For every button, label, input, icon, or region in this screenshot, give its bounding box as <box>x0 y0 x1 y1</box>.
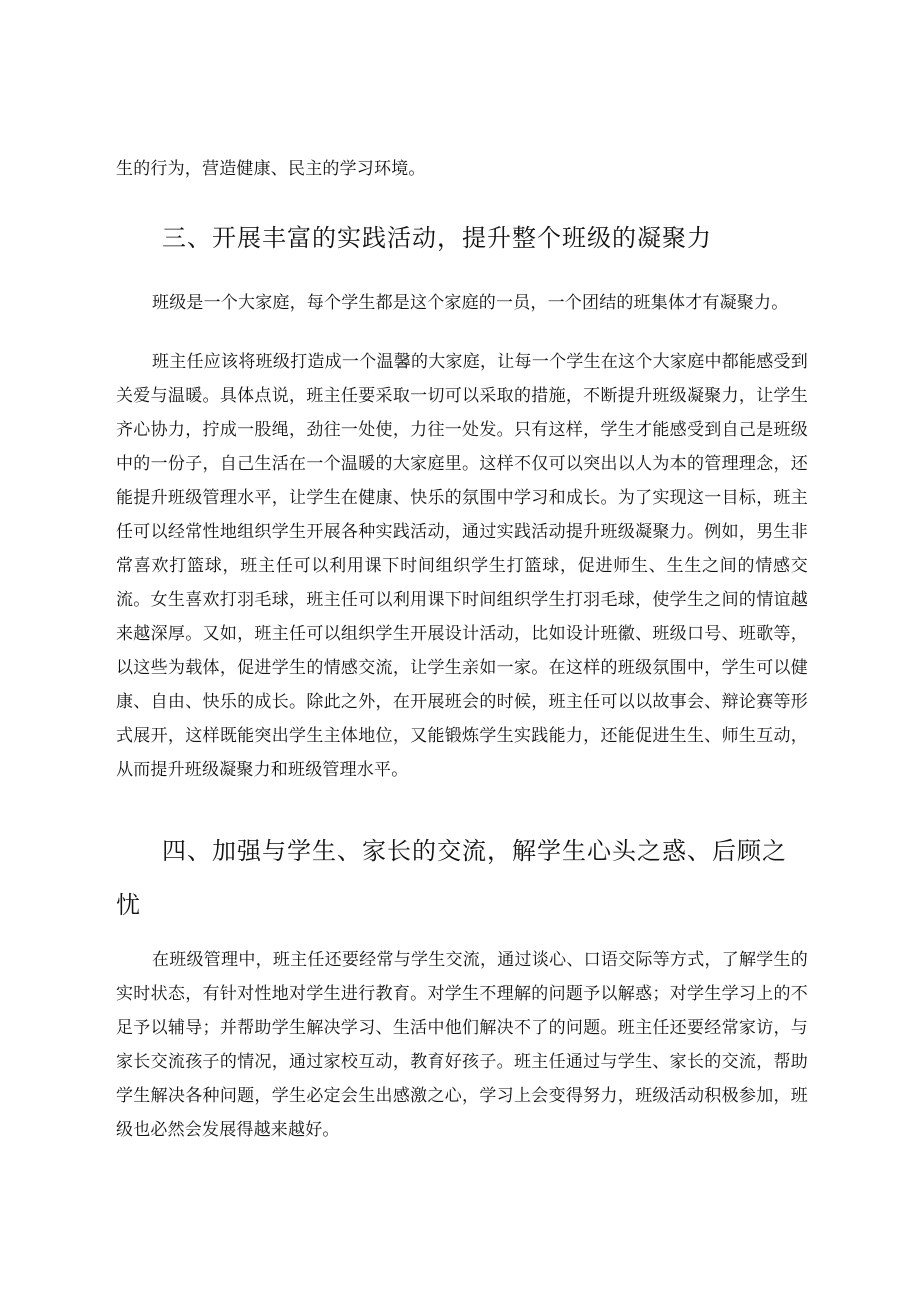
section-3-paragraph-1: 班级是一个大家庭，每个学生都是这个家庭的一员，一个团结的班集体才有凝聚力。 <box>152 293 789 313</box>
continued-paragraph: 生的行为，营造健康、民主的学习环境。 <box>116 159 426 179</box>
section-4-heading: 四、加强与学生、家长的交流，解学生心头之惑、后顾之忧 <box>116 837 787 919</box>
section-4-paragraph-1: 在班级管理中，班主任还要经常与学生交流，通过谈心、口语交际等方式，了解学生的实时状态，有针对性地对学生进行教育。对学生不理解的问题予以解惑；对学生学习上的不足予以辅导；并帮助学生解决学习、生活中他们解决不了的问题。班主任还要经常家访，与家长交流孩子的情况，通过家校互动，教育好孩子。班主任通过与学生、家长的交流，帮助学生解决各种问题，学生必定会生出感激之心，学习上会变得努力，班级活动积极参加，班级也必然会发展得越来越好。 <box>116 950 808 1140</box>
section-3-heading: 三、开展丰富的实践活动，提升整个班级的凝聚力 <box>162 224 712 252</box>
section-3-paragraph-2: 班主任应该将班级打造成一个温馨的大家庭，让每一个学生在这个大家庭中都能感受到关爱与温暖。具体点说，班主任要采取一切可以采取的措施，不断提升班级凝聚力，让学生齐心协力，拧成一股绳，劲往一处使，力往一处发。只有这样，学生才能感受到自己是班级中的一份子，自己生活在一个温暖的大家庭里。这样不仅可以突出以人为本的管理理念，还能提升班级管理水平，让学生在健康、快乐的氛围中学习和成长。为了实现这一目标，班主任可以经常性地组织学生开展各种实践活动，通过实践活动提升班级凝聚力。例如，男生非常喜欢打篮球，班主任可以利用课下时间组织学生打篮球，促进师生、生生之间的情感交流。女生喜欢打羽毛球，班主任可以利用课下时间组织学生打羽毛球，使学生之间的情谊越来越深厚。又如，班主任可以组织学生开展设计活动，比如设计班徽、班级口号、班歌等，以这些为载体，促进学生的情感交流，让学生亲如一家。在这样的班级氛围中，学生可以健康、自由、快乐的成长。除此之外，在开展班会的时候，班主任可以以故事会、辩论赛等形式展开，这样既能突出学生主体地位，又能锻炼学生实践能力，还能促进生生、师生互动，从而提升班级凝聚力和班级管理水平。 <box>116 352 808 780</box>
